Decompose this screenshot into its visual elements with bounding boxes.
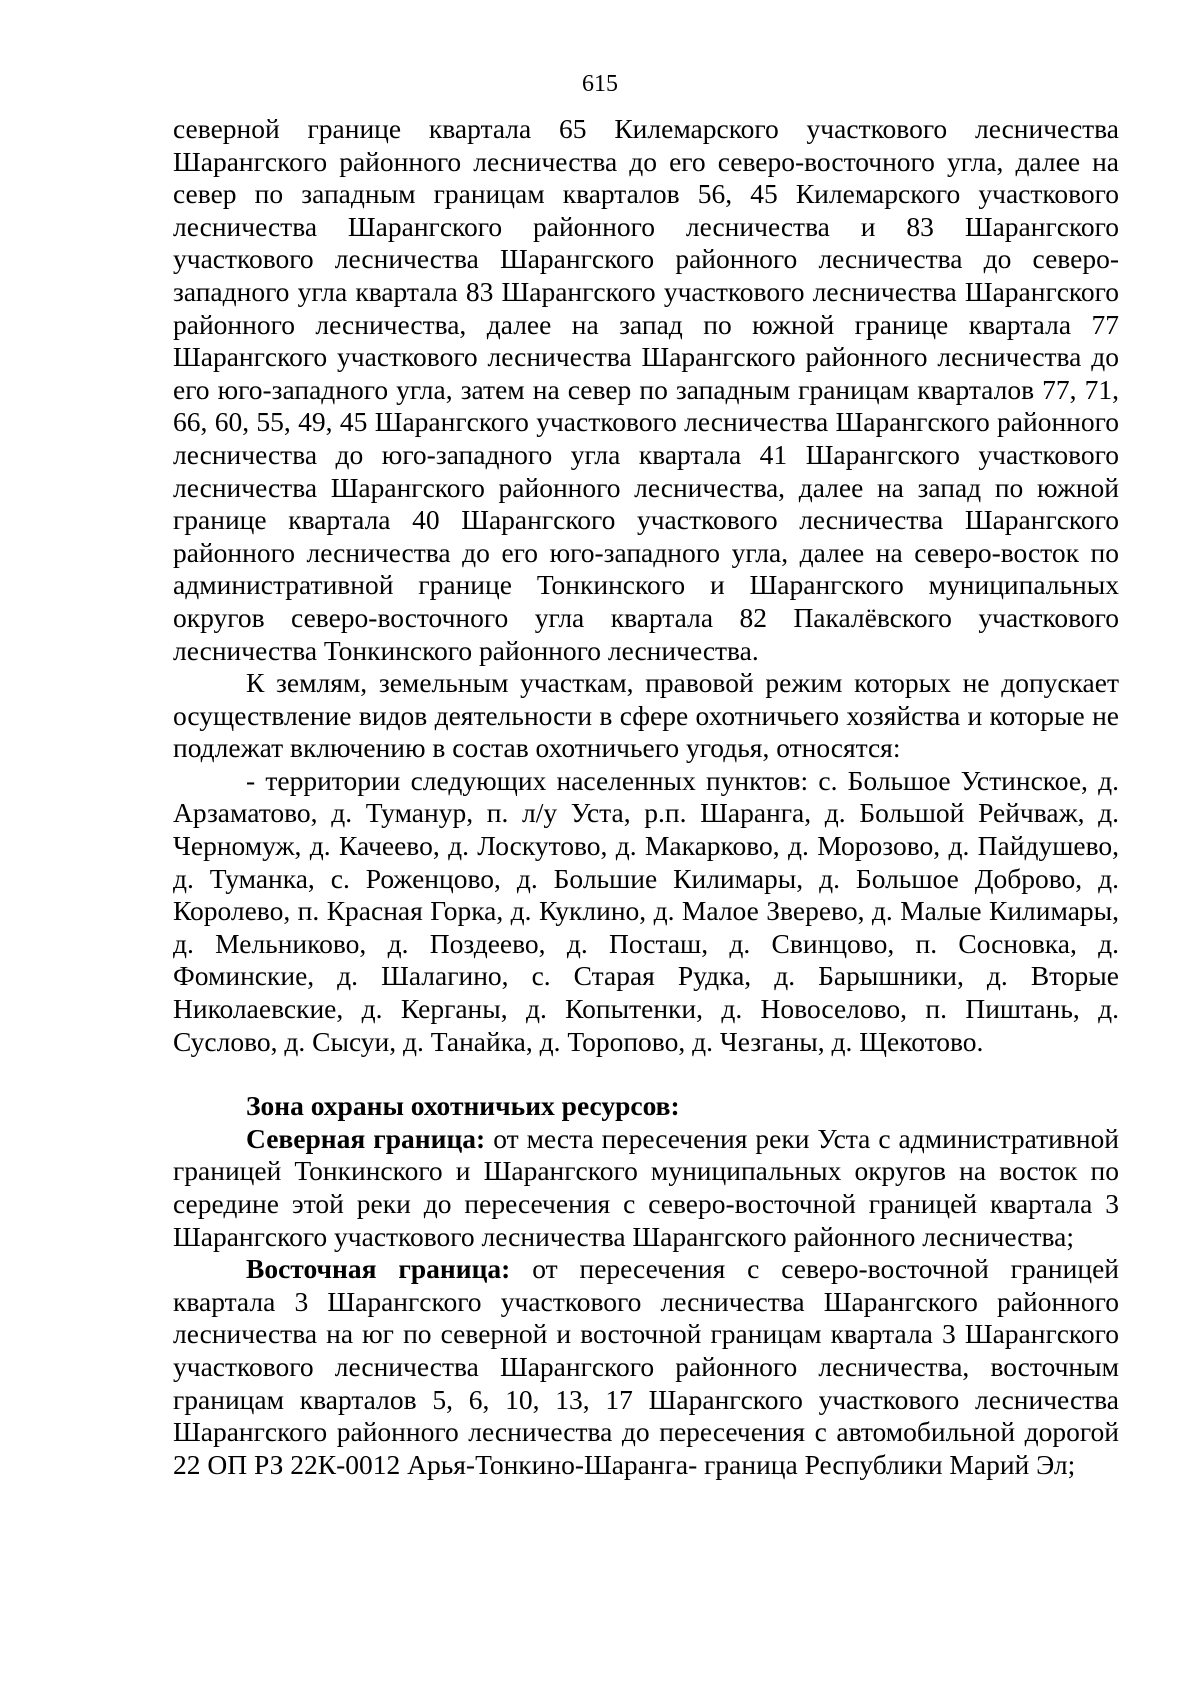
paragraph-east-boundary — [173, 1253, 1119, 1481]
paragraph-settlements-list: - территории следующих населенных пунктов: с. Большое Устинское, д. Арзаматово, д. Туманур, п. л/у Уста, р.п. Шаранга, д. Большой Рейчваж, д. Черномуж, д. Качеево, д. Лоскутово, д. Макарково, д. Морозово, д. Пайдушево, д. Туманка, с. Роженцово, д. Большие Килимары, д. Большое Доброво, д. Королево, п. Красная Горка, д. Куклино, д. Малое Зверево, д. Малые Килимары, д. Мельниково, д. Поздеево, д. Посташ, д. Свинцово, п. Сосновка, д. Фоминские, д. Шалагино, с. Старая Рудка, д. Барышники, д. Вторые Николаевские, д. Керганы, д. Копытенки, д. Новоселово, п. Пиштань, д. Суслово, д. Сысуи, д. Танайка, д. Торопово, д. Чезганы, д. Щекотово. — [173, 764, 1119, 1057]
page-number: 615 — [582, 71, 618, 97]
paragraph-restricted-lands: К землям, земельным участкам, правовой режим которых не допускает осуществление видов деятельности в сфере охотничьего хозяйства и которые не подлежат включению в состав охотничьего угодья, относятся: — [173, 667, 1119, 764]
paragraph-boundary-description: северной границе квартала 65 Килемарского участкового лесничества Шарангского районного лесничества до его северо-восточного угла, далее на север по западным границам кварталов 56, 45 Килемарского участкового лесничества Шарангского районного лесничества и 83 Шарангского участкового лесничества Шарангского районного лесничества до северо-западного угла квартала 83 Шарангского участкового лесничества Шарангского районного лесничества, далее на запад по южной границе квартала 77 Шарангского участкового лесничества Шарангского районного лесничества до его юго-западного угла, затем на север по западным границам кварталов 77, 71, 66, 60, 55, 49, 45 Шарангского участкового лесничества Шарангского районного лесничества до юго-западного угла квартала 41 Шарангского участкового лесничества Шарангского районного лесничества, далее на запад по южной границе квартала 40 Шарангского участкового лесничества Шарангского районного лесничества до его юго-западного угла, далее на северо-восток по административной границе Тонкинского и Шарангского муниципальных округов северо-восточного угла квартала 82 Пакалёвского участкового лесничества Тонкинского районного лесничества. — [173, 113, 1119, 666]
north-boundary-text: от места пересечения реки Уста с административной границей Тонкинского и Шарангского муниципальных округов на восток по середине этой реки до пересечения с северо-восточной границей квартала 3 Шарангского участкового лесничества Шарангского районного лесничества; — [173, 1122, 1119, 1252]
section-spacer — [173, 1058, 1119, 1090]
north-boundary-label: Северная граница: — [246, 1122, 486, 1154]
paragraph-north-boundary — [173, 1123, 1119, 1253]
east-boundary-text: от пересечения с северо-восточной границей квартала 3 Шарангского участкового лесничества Шарангского районного лесничества на юг по северной и восточной границам квартала 3 Шарангского участкового лесничества Шарангского районного лесничества, восточным границам кварталов 5, 6, 10, 13, 17 Шарангского участкового лесничества Шарангского районного лесничества до пересечения с автомобильной дорогой 22 ОП РЗ 22К-0012 Арья-Тонкино-Шаранга- граница Республики Марий Эл; — [173, 1253, 1119, 1480]
section-heading-protection-zone: Зона охраны охотничьих ресурсов: — [246, 1090, 680, 1122]
document-body — [173, 113, 1119, 1481]
east-boundary-label: Восточная граница: — [246, 1253, 511, 1285]
